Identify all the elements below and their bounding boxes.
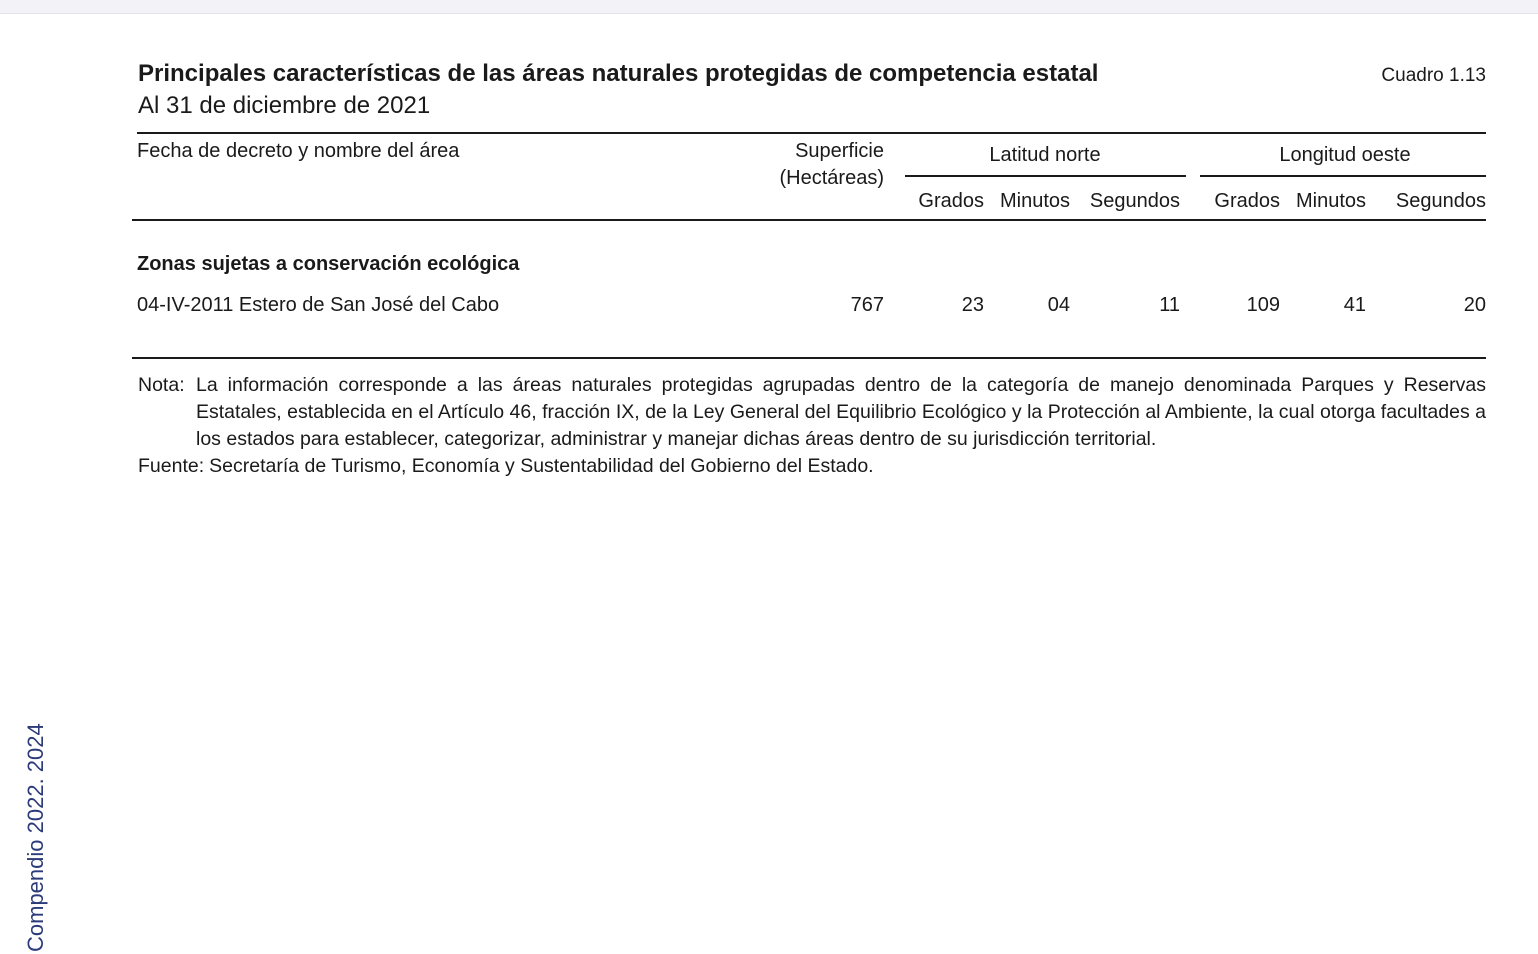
header-superficie-line2: (Hectáreas): [779, 167, 884, 189]
latitud-group-rule: [905, 175, 1186, 177]
header-longitud-group: Longitud oeste: [1279, 144, 1411, 166]
table-number: Cuadro 1.13: [1381, 65, 1486, 86]
footnotes: [138, 372, 1486, 480]
header-lon-minutos: Minutos: [1295, 190, 1366, 212]
side-label: Compendio 2022. 2024: [23, 723, 48, 952]
header-lon-grados: Grados: [1214, 190, 1280, 212]
row-lon-grados: 109: [1246, 294, 1280, 316]
header-superficie-line1: Superficie: [795, 140, 884, 162]
table-subtitle: Al 31 de diciembre de 2021: [138, 92, 431, 119]
nota-text: La información corresponde a las áreas naturales protegidas agrupadas dentro de la categoría de manejo denominada Parques y Reservas Estatales, establecida en el Artículo 46, fracción IX, de la Ley General del Equilibrio Ecológico y la Protección al Ambiente, la cual otorga facultades a los estados para establecer, categorizar, administrar y manejar dichas áreas dentro de su jurisdicción territorial.: [196, 374, 1486, 450]
row-superficie: 767: [850, 294, 884, 316]
row-lon-minutos: 41: [1343, 294, 1366, 316]
section-label: Zonas sujetas a conservación ecológica: [137, 253, 520, 275]
nota-row: [138, 372, 1486, 453]
fuente-text: Secretaría de Turismo, Economía y Sustentabilidad del Gobierno del Estado.: [209, 455, 874, 477]
header-lon-segundos: Segundos: [1395, 190, 1486, 212]
table-top-rule: [137, 132, 1486, 134]
longitud-group-rule: [1200, 175, 1486, 177]
table-bottom-rule: [132, 357, 1486, 359]
row-lat-segundos: 11: [1159, 294, 1180, 316]
top-band: [0, 0, 1538, 14]
row-lat-minutos: 04: [1047, 294, 1070, 316]
header-lat-minutos: Minutos: [999, 190, 1070, 212]
row-lat-grados: 23: [961, 294, 984, 316]
row-lon-segundos: 20: [1463, 294, 1486, 316]
header-area: Fecha de decreto y nombre del área: [137, 140, 460, 162]
header-bottom-rule: [132, 219, 1486, 221]
table-title: Principales características de las áreas naturales protegidas de competencia estatal: [138, 60, 1099, 87]
fuente-label: Fuente:: [138, 455, 205, 477]
fuente-row: [138, 453, 1486, 480]
nota-label: Nota:: [138, 374, 185, 396]
header-latitud-group: Latitud norte: [989, 144, 1101, 166]
header-lat-grados: Grados: [918, 190, 984, 212]
row-area: 04-IV-2011 Estero de San José del Cabo: [137, 294, 500, 316]
header-lat-segundos: Segundos: [1089, 190, 1180, 212]
